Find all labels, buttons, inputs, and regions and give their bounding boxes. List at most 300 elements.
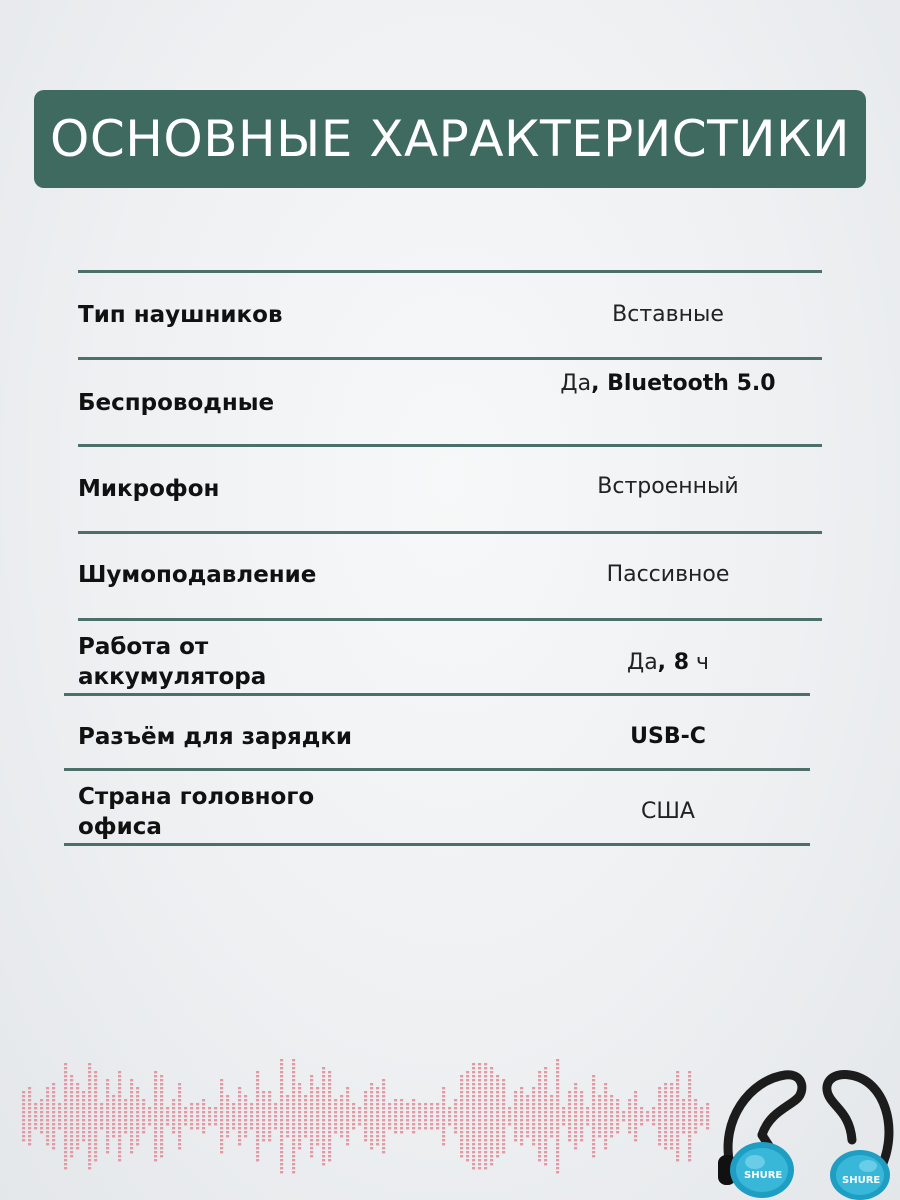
wave-dot bbox=[64, 1087, 67, 1089]
wave-dot bbox=[400, 1103, 403, 1105]
wave-dot bbox=[346, 1119, 349, 1121]
wave-dot bbox=[160, 1099, 163, 1101]
wave-dot bbox=[556, 1167, 559, 1169]
wave-dot bbox=[550, 1131, 553, 1133]
wave-dot bbox=[556, 1063, 559, 1065]
wave-dot bbox=[478, 1135, 481, 1137]
wave-dot bbox=[52, 1123, 55, 1125]
wave-dot bbox=[478, 1167, 481, 1169]
wave-dot bbox=[376, 1095, 379, 1097]
spec-value-wireless-yes: Да bbox=[560, 371, 592, 396]
wave-dot bbox=[88, 1139, 91, 1141]
wave-dot bbox=[538, 1079, 541, 1081]
wave-dot bbox=[676, 1111, 679, 1113]
wave-dot bbox=[484, 1163, 487, 1165]
wave-dot bbox=[118, 1087, 121, 1089]
wave-dot bbox=[292, 1139, 295, 1141]
wave-dot bbox=[292, 1143, 295, 1145]
wave-dot bbox=[580, 1115, 583, 1117]
wave-dot bbox=[22, 1139, 25, 1141]
wave-dot bbox=[676, 1079, 679, 1081]
wave-dot bbox=[322, 1163, 325, 1165]
wave-dot bbox=[478, 1103, 481, 1105]
wave-dot bbox=[28, 1111, 31, 1113]
wave-dot bbox=[676, 1095, 679, 1097]
wave-dot bbox=[154, 1139, 157, 1141]
wave-dot bbox=[88, 1063, 91, 1065]
wave-dot bbox=[292, 1151, 295, 1153]
wave-dot bbox=[52, 1143, 55, 1145]
wave-dot bbox=[160, 1111, 163, 1113]
wave-dot bbox=[484, 1167, 487, 1169]
wave-dot bbox=[628, 1119, 631, 1121]
wave-dot bbox=[544, 1123, 547, 1125]
wave-dot bbox=[388, 1115, 391, 1117]
wave-dot bbox=[610, 1095, 613, 1097]
wave-dot bbox=[130, 1135, 133, 1137]
wave-dot bbox=[556, 1107, 559, 1109]
wave-dot bbox=[502, 1143, 505, 1145]
wave-dot bbox=[436, 1123, 439, 1125]
wave-dot bbox=[478, 1079, 481, 1081]
wave-dot bbox=[328, 1127, 331, 1129]
wave-dot bbox=[334, 1103, 337, 1105]
wave-dot bbox=[130, 1083, 133, 1085]
wave-dot bbox=[664, 1111, 667, 1113]
wave-dot bbox=[136, 1139, 139, 1141]
wave-dot bbox=[280, 1075, 283, 1077]
wave-dot bbox=[634, 1111, 637, 1113]
wave-dot bbox=[52, 1127, 55, 1129]
wave-dot bbox=[316, 1131, 319, 1133]
wave-dot bbox=[628, 1107, 631, 1109]
wave-dot bbox=[292, 1159, 295, 1161]
wave-dot bbox=[430, 1119, 433, 1121]
wave-dot bbox=[568, 1103, 571, 1105]
wave-dot bbox=[514, 1091, 517, 1093]
wave-dot bbox=[556, 1119, 559, 1121]
wave-dot bbox=[496, 1079, 499, 1081]
wave-dot bbox=[478, 1075, 481, 1077]
spec-value-charging-port bbox=[498, 722, 838, 752]
wave-dot bbox=[502, 1099, 505, 1101]
wave-dot bbox=[70, 1127, 73, 1129]
wave-dot bbox=[460, 1099, 463, 1101]
wave-dot bbox=[670, 1119, 673, 1121]
wave-dot bbox=[208, 1111, 211, 1113]
wave-dot bbox=[490, 1079, 493, 1081]
wave-dot bbox=[118, 1071, 121, 1073]
wave-dot bbox=[472, 1099, 475, 1101]
wave-dot bbox=[502, 1119, 505, 1121]
wave-dot bbox=[118, 1119, 121, 1121]
wave-dot bbox=[538, 1127, 541, 1129]
wave-dot bbox=[76, 1135, 79, 1137]
wave-dot bbox=[244, 1119, 247, 1121]
wave-dot bbox=[496, 1099, 499, 1101]
wave-dot bbox=[352, 1111, 355, 1113]
wave-dot bbox=[82, 1107, 85, 1109]
wave-dot bbox=[520, 1103, 523, 1105]
wave-dot bbox=[664, 1131, 667, 1133]
wave-dot bbox=[316, 1135, 319, 1137]
wave-dot bbox=[238, 1115, 241, 1117]
wave-dot bbox=[118, 1135, 121, 1137]
wave-dot bbox=[364, 1135, 367, 1137]
wave-dot bbox=[22, 1099, 25, 1101]
wave-dot bbox=[532, 1143, 535, 1145]
wave-dot bbox=[190, 1111, 193, 1113]
wave-dot bbox=[568, 1131, 571, 1133]
wave-dot bbox=[664, 1115, 667, 1117]
wave-dot bbox=[130, 1107, 133, 1109]
wave-dot bbox=[484, 1083, 487, 1085]
wave-dot bbox=[466, 1119, 469, 1121]
wave-dot bbox=[454, 1107, 457, 1109]
wave-dot bbox=[550, 1119, 553, 1121]
wave-dot bbox=[544, 1071, 547, 1073]
wave-dot bbox=[634, 1139, 637, 1141]
wave-dot bbox=[502, 1079, 505, 1081]
wave-dot bbox=[238, 1135, 241, 1137]
wave-dot bbox=[520, 1107, 523, 1109]
wave-dot bbox=[94, 1115, 97, 1117]
wave-dot bbox=[232, 1123, 235, 1125]
wave-dot bbox=[346, 1135, 349, 1137]
wave-dot bbox=[58, 1107, 61, 1109]
wave-dot bbox=[160, 1143, 163, 1145]
wave-dot bbox=[688, 1099, 691, 1101]
wave-dot bbox=[664, 1139, 667, 1141]
wave-dot bbox=[484, 1147, 487, 1149]
wave-dot bbox=[472, 1123, 475, 1125]
wave-dot bbox=[154, 1151, 157, 1153]
wave-dot bbox=[688, 1087, 691, 1089]
wave-dot bbox=[502, 1115, 505, 1117]
wave-dot bbox=[406, 1107, 409, 1109]
wave-dot bbox=[256, 1143, 259, 1145]
wave-dot bbox=[256, 1127, 259, 1129]
wave-dot bbox=[466, 1155, 469, 1157]
wave-dot bbox=[178, 1131, 181, 1133]
wave-dot bbox=[310, 1103, 313, 1105]
wave-dot bbox=[106, 1119, 109, 1121]
wave-dot bbox=[76, 1107, 79, 1109]
wave-dot bbox=[112, 1123, 115, 1125]
wave-dot bbox=[46, 1103, 49, 1105]
wave-dot bbox=[418, 1127, 421, 1129]
wave-dot bbox=[496, 1103, 499, 1105]
wave-dot bbox=[538, 1143, 541, 1145]
wave-dot bbox=[322, 1083, 325, 1085]
wave-dot bbox=[292, 1099, 295, 1101]
wave-dot bbox=[64, 1115, 67, 1117]
wave-dot bbox=[298, 1111, 301, 1113]
wave-dot bbox=[328, 1095, 331, 1097]
wave-dot bbox=[334, 1127, 337, 1129]
wave-dot bbox=[586, 1119, 589, 1121]
wave-dot bbox=[358, 1123, 361, 1125]
wave-dot bbox=[634, 1103, 637, 1105]
wave-dot bbox=[604, 1119, 607, 1121]
wave-dot bbox=[154, 1079, 157, 1081]
wave-dot bbox=[88, 1155, 91, 1157]
wave-dot bbox=[82, 1103, 85, 1105]
wave-dot bbox=[310, 1083, 313, 1085]
wave-dot bbox=[52, 1147, 55, 1149]
wave-dot bbox=[154, 1135, 157, 1137]
wave-dot bbox=[502, 1103, 505, 1105]
wave-dot bbox=[298, 1095, 301, 1097]
wave-dot bbox=[628, 1131, 631, 1133]
wave-dot bbox=[472, 1111, 475, 1113]
wave-dot bbox=[88, 1127, 91, 1129]
wave-dot bbox=[82, 1123, 85, 1125]
wave-dot bbox=[412, 1107, 415, 1109]
wave-dot bbox=[202, 1123, 205, 1125]
wave-dot bbox=[520, 1139, 523, 1141]
wave-dot bbox=[232, 1107, 235, 1109]
wave-dot bbox=[142, 1099, 145, 1101]
wave-dot bbox=[28, 1103, 31, 1105]
wave-dot bbox=[280, 1063, 283, 1065]
wave-dot bbox=[388, 1119, 391, 1121]
wave-dot bbox=[556, 1059, 559, 1061]
wave-dot bbox=[490, 1087, 493, 1089]
spec-value-microphone: Встроенный bbox=[597, 474, 739, 499]
wave-dot bbox=[688, 1091, 691, 1093]
wave-dot bbox=[634, 1091, 637, 1093]
wave-dot bbox=[574, 1091, 577, 1093]
wave-dot bbox=[544, 1115, 547, 1117]
wave-dot bbox=[592, 1095, 595, 1097]
wave-dot bbox=[274, 1103, 277, 1105]
wave-dot bbox=[628, 1111, 631, 1113]
wave-dot bbox=[280, 1135, 283, 1137]
wave-dot bbox=[538, 1087, 541, 1089]
wave-dot bbox=[70, 1099, 73, 1101]
wave-dot bbox=[238, 1139, 241, 1141]
wave-dot bbox=[688, 1135, 691, 1137]
wave-dot bbox=[154, 1123, 157, 1125]
wave-dot bbox=[592, 1139, 595, 1141]
wave-dot bbox=[550, 1095, 553, 1097]
wave-dot bbox=[322, 1115, 325, 1117]
wave-dot bbox=[304, 1095, 307, 1097]
wave-dot bbox=[616, 1123, 619, 1125]
wave-dot bbox=[112, 1115, 115, 1117]
wave-dot bbox=[364, 1123, 367, 1125]
wave-dot bbox=[460, 1091, 463, 1093]
wave-dot bbox=[592, 1075, 595, 1077]
wave-dot bbox=[52, 1135, 55, 1137]
wave-dot bbox=[382, 1087, 385, 1089]
wave-dot bbox=[580, 1127, 583, 1129]
wave-dot bbox=[286, 1111, 289, 1113]
wave-dot bbox=[532, 1103, 535, 1105]
wave-dot bbox=[592, 1155, 595, 1157]
wave-dot bbox=[478, 1119, 481, 1121]
wave-dot bbox=[238, 1143, 241, 1145]
wave-dot bbox=[466, 1079, 469, 1081]
wave-dot bbox=[598, 1131, 601, 1133]
wave-dot bbox=[136, 1131, 139, 1133]
wave-dot bbox=[550, 1115, 553, 1117]
wave-dot bbox=[592, 1083, 595, 1085]
wave-dot bbox=[538, 1103, 541, 1105]
wave-dot bbox=[466, 1123, 469, 1125]
wave-dot bbox=[214, 1123, 217, 1125]
wave-dot bbox=[658, 1107, 661, 1109]
wave-dot bbox=[682, 1123, 685, 1125]
wave-dot bbox=[382, 1151, 385, 1153]
wave-dot bbox=[46, 1107, 49, 1109]
wave-dot bbox=[484, 1099, 487, 1101]
wave-dot bbox=[292, 1107, 295, 1109]
wave-dot bbox=[442, 1099, 445, 1101]
wave-dot bbox=[484, 1135, 487, 1137]
wave-dot bbox=[412, 1111, 415, 1113]
table-divider bbox=[64, 843, 810, 846]
wave-dot bbox=[634, 1107, 637, 1109]
wave-dot bbox=[640, 1107, 643, 1109]
wave-dot bbox=[490, 1075, 493, 1077]
wave-dot bbox=[340, 1131, 343, 1133]
wave-dot bbox=[460, 1139, 463, 1141]
wave-dot bbox=[478, 1111, 481, 1113]
wave-dot bbox=[268, 1135, 271, 1137]
wave-dot bbox=[382, 1107, 385, 1109]
wave-dot bbox=[544, 1083, 547, 1085]
wave-dot bbox=[94, 1083, 97, 1085]
wave-dot bbox=[40, 1131, 43, 1133]
wave-dot bbox=[292, 1131, 295, 1133]
wave-dot bbox=[346, 1127, 349, 1129]
wave-dot bbox=[544, 1143, 547, 1145]
wave-dot bbox=[70, 1095, 73, 1097]
wave-dot bbox=[694, 1115, 697, 1117]
wave-dot bbox=[328, 1139, 331, 1141]
wave-dot bbox=[226, 1127, 229, 1129]
wave-dot bbox=[664, 1135, 667, 1137]
wave-dot bbox=[76, 1099, 79, 1101]
wave-dot bbox=[130, 1127, 133, 1129]
wave-dot bbox=[118, 1079, 121, 1081]
wave-dot bbox=[334, 1115, 337, 1117]
wave-dot bbox=[100, 1107, 103, 1109]
wave-dot bbox=[280, 1103, 283, 1105]
wave-dot bbox=[316, 1095, 319, 1097]
wave-dot bbox=[160, 1155, 163, 1157]
wave-dot bbox=[94, 1155, 97, 1157]
wave-dot bbox=[328, 1115, 331, 1117]
wave-dot bbox=[370, 1111, 373, 1113]
wave-dot bbox=[280, 1155, 283, 1157]
wave-dot bbox=[490, 1147, 493, 1149]
wave-dot bbox=[658, 1095, 661, 1097]
wave-dot bbox=[436, 1103, 439, 1105]
wave-dot bbox=[136, 1107, 139, 1109]
wave-dot bbox=[484, 1123, 487, 1125]
wave-dot bbox=[670, 1123, 673, 1125]
wave-dot bbox=[556, 1127, 559, 1129]
wave-dot bbox=[622, 1119, 625, 1121]
wave-dot bbox=[214, 1115, 217, 1117]
wave-dot bbox=[544, 1127, 547, 1129]
wave-dot bbox=[190, 1115, 193, 1117]
wave-dot bbox=[496, 1155, 499, 1157]
wave-dot bbox=[526, 1123, 529, 1125]
wave-dot bbox=[40, 1123, 43, 1125]
wave-dot bbox=[622, 1111, 625, 1113]
wave-dot bbox=[88, 1147, 91, 1149]
wave-dot bbox=[280, 1163, 283, 1165]
wave-dot bbox=[130, 1119, 133, 1121]
wave-dot bbox=[610, 1115, 613, 1117]
wave-dot bbox=[544, 1075, 547, 1077]
wave-dot bbox=[448, 1115, 451, 1117]
wave-dot bbox=[520, 1091, 523, 1093]
wave-dot bbox=[364, 1131, 367, 1133]
wave-dot bbox=[178, 1103, 181, 1105]
wave-dot bbox=[22, 1127, 25, 1129]
wave-dot bbox=[556, 1155, 559, 1157]
wave-dot bbox=[490, 1127, 493, 1129]
wave-dot bbox=[226, 1119, 229, 1121]
wave-dot bbox=[634, 1131, 637, 1133]
wave-dot bbox=[178, 1099, 181, 1101]
wave-dot bbox=[496, 1091, 499, 1093]
wave-dot bbox=[22, 1123, 25, 1125]
wave-dot bbox=[94, 1123, 97, 1125]
wave-dot bbox=[40, 1111, 43, 1113]
wave-dot bbox=[478, 1099, 481, 1101]
wave-dot bbox=[664, 1091, 667, 1093]
wave-dot bbox=[100, 1127, 103, 1129]
wave-dot bbox=[34, 1119, 37, 1121]
wave-dot bbox=[286, 1131, 289, 1133]
wave-dot bbox=[262, 1107, 265, 1109]
wave-dot bbox=[46, 1143, 49, 1145]
wave-dot bbox=[244, 1103, 247, 1105]
wave-dot bbox=[280, 1151, 283, 1153]
wave-dot bbox=[160, 1147, 163, 1149]
wave-dot bbox=[226, 1135, 229, 1137]
wave-dot bbox=[76, 1123, 79, 1125]
wave-dot bbox=[94, 1143, 97, 1145]
wave-dot bbox=[370, 1123, 373, 1125]
wave-dot bbox=[322, 1071, 325, 1073]
wave-dot bbox=[346, 1103, 349, 1105]
wave-dot bbox=[292, 1059, 295, 1061]
wave-dot bbox=[88, 1103, 91, 1105]
wave-dot bbox=[160, 1075, 163, 1077]
wave-dot bbox=[250, 1119, 253, 1121]
wave-dot bbox=[154, 1119, 157, 1121]
wave-dot bbox=[292, 1071, 295, 1073]
wave-dot bbox=[46, 1131, 49, 1133]
wave-dot bbox=[514, 1139, 517, 1141]
wave-dot bbox=[64, 1123, 67, 1125]
wave-dot bbox=[490, 1071, 493, 1073]
wave-dot bbox=[34, 1107, 37, 1109]
wave-dot bbox=[472, 1083, 475, 1085]
wave-dot bbox=[346, 1131, 349, 1133]
wave-dot bbox=[316, 1087, 319, 1089]
wave-dot bbox=[88, 1163, 91, 1165]
wave-dot bbox=[340, 1111, 343, 1113]
wave-dot bbox=[316, 1123, 319, 1125]
